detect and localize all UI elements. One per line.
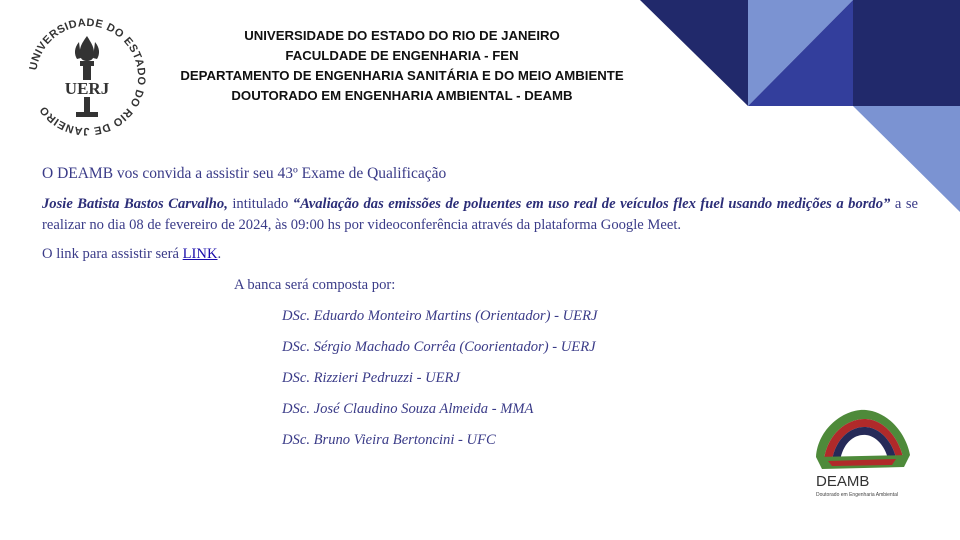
meeting-link[interactable]: LINK	[182, 246, 218, 262]
event-details: a se realizar no dia 08 de fevereiro de 2024, às 09:00 hs por videoconferência através da plataforma Google Meet.	[42, 196, 918, 233]
navy-block	[853, 0, 960, 106]
invitation-text: O DEAMB vos convida a assistir seu 43º Exame de Qualificação	[42, 165, 447, 182]
candidate-name: Josie Batista Bastos Carvalho,	[42, 196, 228, 212]
institution-header	[150, 26, 654, 106]
navy-triangle	[640, 0, 748, 106]
committee-member: DSc. José Claudino Souza Almeida - MMA	[282, 401, 534, 417]
header-line-faculty: FACULDADE DE ENGENHARIA - FEN	[285, 48, 519, 63]
committee-list	[42, 308, 918, 463]
main-content	[42, 165, 918, 463]
thesis-title: “Avaliação das emissões de poluentes em uso real de veículos flex fuel usando medições a bordo”	[292, 196, 891, 212]
deamb-arc-icon	[816, 410, 910, 469]
torch-icon	[75, 36, 99, 117]
committee-member: DSc. Sérgio Machado Corrêa (Coorientador) - UERJ	[282, 339, 596, 355]
deamb-logo-subtitle: Doutorado em Engenharia Ambiental	[816, 492, 898, 498]
deamb-logo	[808, 405, 918, 500]
committee-member: DSc. Bruno Vieira Bertoncini - UFC	[282, 432, 496, 448]
committee-heading: A banca será composta por:	[234, 277, 396, 293]
seal-center-text: UERJ	[64, 79, 110, 98]
deamb-logo-name: DEAMB	[816, 473, 870, 490]
header-line-program: DOUTORADO EM ENGENHARIA AMBIENTAL - DEAMB	[231, 88, 573, 103]
link-suffix: .	[217, 246, 222, 262]
header-line-department: DEPARTAMENTO DE ENGENHARIA SANITÁRIA E DO MEIO AMBIENTE	[180, 68, 624, 83]
link-line	[42, 246, 918, 263]
header-line-university: UNIVERSIDADE DO ESTADO DO RIO DE JANEIRO	[244, 28, 560, 43]
committee-member: DSc. Rizzieri Pedruzzi - UERJ	[282, 370, 460, 386]
committee-member: DSc. Eduardo Monteiro Martins (Orientador) - UERJ	[282, 308, 598, 324]
link-prefix: O link para assistir será	[42, 246, 183, 262]
announcement-paragraph	[42, 194, 918, 236]
uerj-seal	[24, 14, 150, 140]
seal-ring-text: UNIVERSIDADE DO ESTADO DO RIO DE JANEIRO	[27, 16, 148, 138]
intitulado-text: intitulado	[227, 196, 293, 212]
